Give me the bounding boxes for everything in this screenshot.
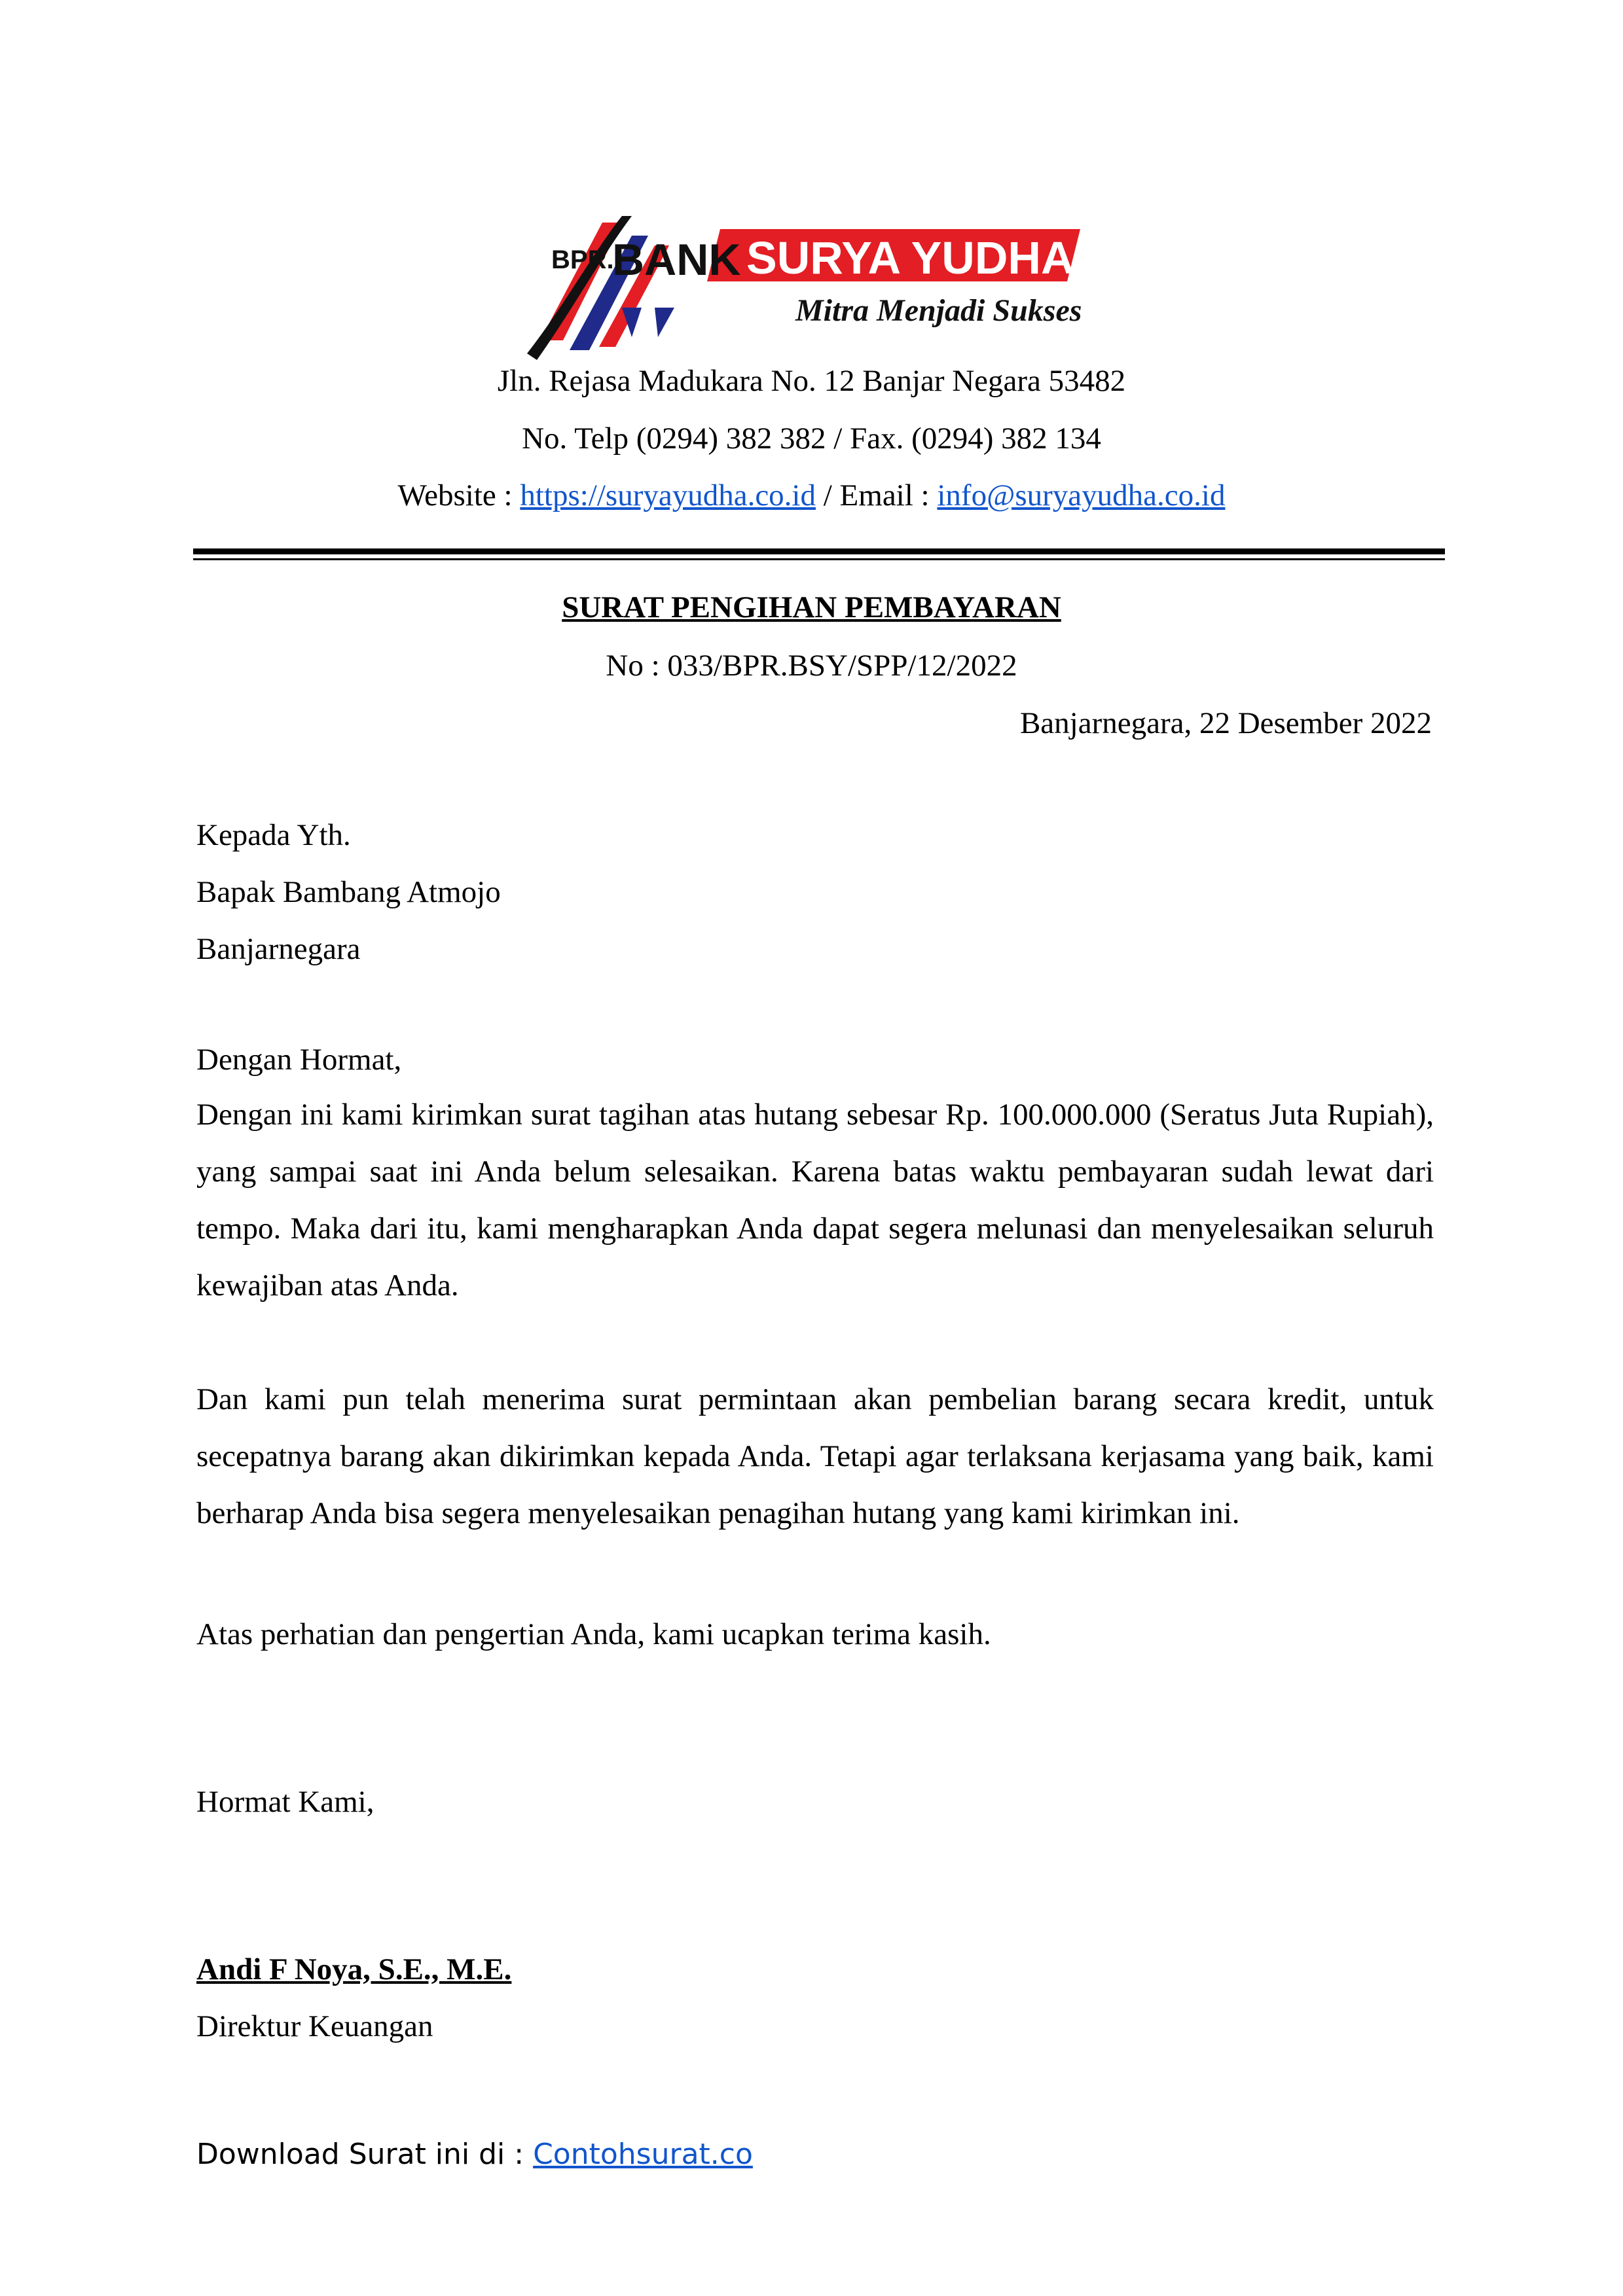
logo-tagline: Mitra Menjadi Sukses (795, 293, 1082, 328)
signatory-title: Direktur Keuangan (196, 2009, 433, 2043)
recipient-name: Bapak Bambang Atmojo (196, 875, 501, 909)
footer (196, 2135, 753, 2174)
closing: Hormat Kami, (196, 1785, 374, 1819)
footer-link[interactable]: Contohsurat.co (533, 2138, 753, 2171)
signatory-name: Andi F Noya, S.E., M.E. (196, 1952, 512, 1986)
letter-title: SURAT PENGIHAN PEMBAYARAN (562, 590, 1061, 624)
closing-text: Atas perhatian dan pengertian Anda, kami ucapkan terima kasih. (196, 1617, 991, 1651)
email-link[interactable]: info@suryayudha.co.id (937, 478, 1226, 512)
logo-bank-word: BANK (612, 235, 741, 285)
logo-prefix: BPR. (551, 245, 614, 274)
letterhead-divider-thick (193, 548, 1445, 554)
company-contact (0, 476, 1623, 515)
bank-logo (524, 209, 1113, 360)
body-paragraph-2: Dan kami pun telah menerima surat permintaan akan pembelian barang secara kredit, untuk secepatnya barang akan dikirimkan kepada Anda. Tetapi agar terlaksana kerjasama yang baik, kami berharap Anda bisa segera menyelesaikan penagihan hutang yang kami kirimkan ini. (196, 1382, 1434, 1530)
footer-label: Download Surat ini di : (196, 2138, 534, 2171)
website-label: Website : (397, 478, 520, 512)
recipient-city: Banjarnegara (196, 932, 361, 966)
body-paragraph-1: Dengan ini kami kirimkan surat tagihan atas hutang sebesar Rp. 100.000.000 (Seratus Juta Rupiah), yang sampai saat ini Anda belum selesaikan. Karena batas waktu pembayaran sudah lewat dari tempo. Maka dari itu, kami mengharapkan Anda dapat segera melunasi dan menyelesaikan seluruh kewajiban atas Anda. (196, 1098, 1434, 1302)
company-phone-fax: No. Telp (0294) 382 382 / Fax. (0294) 382 134 (522, 422, 1101, 456)
bank-logo-graphic (524, 209, 1113, 360)
company-address: Jln. Rejasa Madukara No. 12 Banjar Negara 53482 (497, 364, 1126, 398)
logo-bank-name: SURYA YUDHA (746, 232, 1074, 283)
email-label: / Email : (816, 478, 938, 512)
recipient-line: Kepada Yth. (196, 818, 351, 852)
letter-place-date: Banjarnegara, 22 Desember 2022 (1019, 706, 1432, 740)
salutation: Dengan Hormat, (196, 1043, 402, 1077)
letter-number: No : 033/BPR.BSY/SPP/12/2022 (606, 649, 1017, 683)
letterhead-divider-thin (193, 558, 1445, 560)
website-link[interactable]: https://suryayudha.co.id (520, 478, 816, 512)
